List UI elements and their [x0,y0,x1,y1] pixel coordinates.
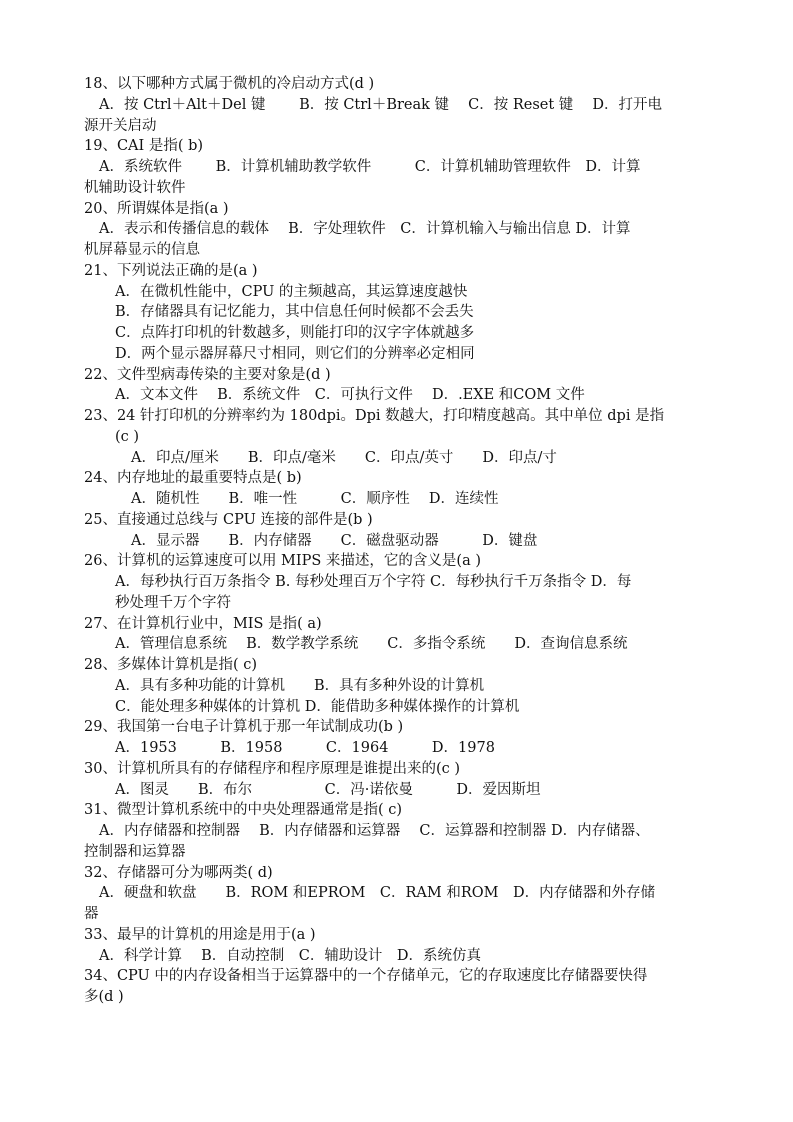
question-26-stem: 26、计算机的运算速度可以用 MIPS 来描述，它的含义是(a ) [84,553,481,569]
question-34-stem: 34、CPU 中的内存设备相当于运算器中的一个存储单元，它的存取速度比存储器要快得 [84,968,648,984]
question-21-option-c: C．点阵打印机的针数越多，则能打印的汉字字体就越多 [115,325,475,341]
question-24-stem: 24、内存地址的最重要特点是( b) [84,470,302,486]
question-22-stem: 22、文件型病毒传染的主要对象是(d ) [84,367,331,383]
question-21-option-b: B．存储器具有记忆能力，其中信息任何时候都不会丢失 [115,304,474,320]
question-29-options: A．1953 B．1958 C．1964 D．1978 [115,740,495,756]
question-30-options: A．图灵 B．布尔 C．冯·诺依曼 D．爱因斯坦 [115,782,541,798]
question-26-options-wrap: 秒处理千万个字符 [115,595,231,611]
question-31-options: A．内存储器和控制器 B．内存储器和运算器 C．运算器和控制器 D．内存储器、 [99,823,650,839]
question-27-options: A．管理信息系统 B．数学教学系统 C．多指令系统 D．查询信息系统 [115,636,628,652]
question-21-option-d: D．两个显示器屏幕尺寸相同，则它们的分辨率必定相同 [115,346,475,362]
question-19-stem: 19、CAI 是指( b) [84,138,204,154]
question-32-options: A．硬盘和软盘 B．ROM 和EPROM C．RAM 和ROM D．内存储器和外存储 [99,885,656,901]
question-32-options-wrap: 器 [84,906,99,922]
question-25-stem: 25、直接通过总线与 CPU 连接的部件是(b ) [84,512,373,528]
question-33-stem: 33、最早的计算机的用途是用于(a ) [84,927,316,943]
question-26-options: A．每秒执行百万条指令 B. 每秒处理百万个字符 C．每秒执行千万条指令 D．每 [115,574,632,590]
question-20-options: A．表示和传播信息的载体 B．字处理软件 C．计算机输入与输出信息 D．计算 [99,221,631,237]
question-18-stem: 18、以下哪种方式属于微机的冷启动方式(d ) [84,76,375,92]
question-18-options-wrap: 源开关启动 [84,118,157,134]
question-19-options-wrap: 机辅助设计软件 [84,180,186,196]
question-20-stem: 20、所谓媒体是指(a ) [84,201,229,217]
question-31-stem: 31、微型计算机系统中的中央处理器通常是指( c) [84,802,402,818]
question-21-stem: 21、下列说法正确的是(a ) [84,263,258,279]
question-27-stem: 27、在计算机行业中，MIS 是指( a) [84,616,322,632]
question-31-options-wrap: 控制器和运算器 [84,844,186,860]
question-23-stem: 23、24 针打印机的分辨率约为 180dpi。Dpi 数越大，打印精度越高。其中单位 dpi 是指 [84,408,665,424]
question-34-stem-wrap: 多(d ) [84,989,124,1005]
question-28-options-cd: C．能处理多种媒体的计算机 D．能借助多种媒体操作的计算机 [115,699,520,715]
question-28-options-ab: A．具有多种功能的计算机 B．具有多种外设的计算机 [115,678,485,694]
question-19-options: A．系统软件 B．计算机辅助教学软件 C．计算机辅助管理软件 D．计算 [99,159,641,175]
question-30-stem: 30、计算机所具有的存储程序和程序原理是谁提出来的(c ) [84,761,460,777]
question-29-stem: 29、我国第一台电子计算机于那一年试制成功(b ) [84,719,404,735]
question-23-options: A．印点/厘米 B．印点/毫米 C．印点/英寸 D．印点/寸 [131,450,557,466]
question-20-options-wrap: 机屏幕显示的信息 [84,242,200,258]
question-24-options: A．随机性 B．唯一性 C．顺序性 D．连续性 [131,491,499,507]
question-25-options: A．显示器 B．内存储器 C．磁盘驱动器 D．键盘 [131,533,538,549]
question-32-stem: 32、存储器可分为哪两类( d) [84,865,273,881]
question-33-options: A．科学计算 B．自动控制 C．辅助设计 D．系统仿真 [99,948,481,964]
question-22-options: A．文本文件 B．系统文件 C．可执行文件 D．.EXE 和COM 文件 [115,387,585,403]
question-21-option-a: A．在微机性能中，CPU 的主频越高，其运算速度越快 [115,284,468,300]
question-28-stem: 28、多媒体计算机是指( c) [84,657,257,673]
question-23-answer: (c ) [115,429,140,445]
question-18-options: A．按 Ctrl＋Alt＋Del 键 B．按 Ctrl＋Break 键 C．按 Reset 键 D．打开电 [99,97,663,113]
